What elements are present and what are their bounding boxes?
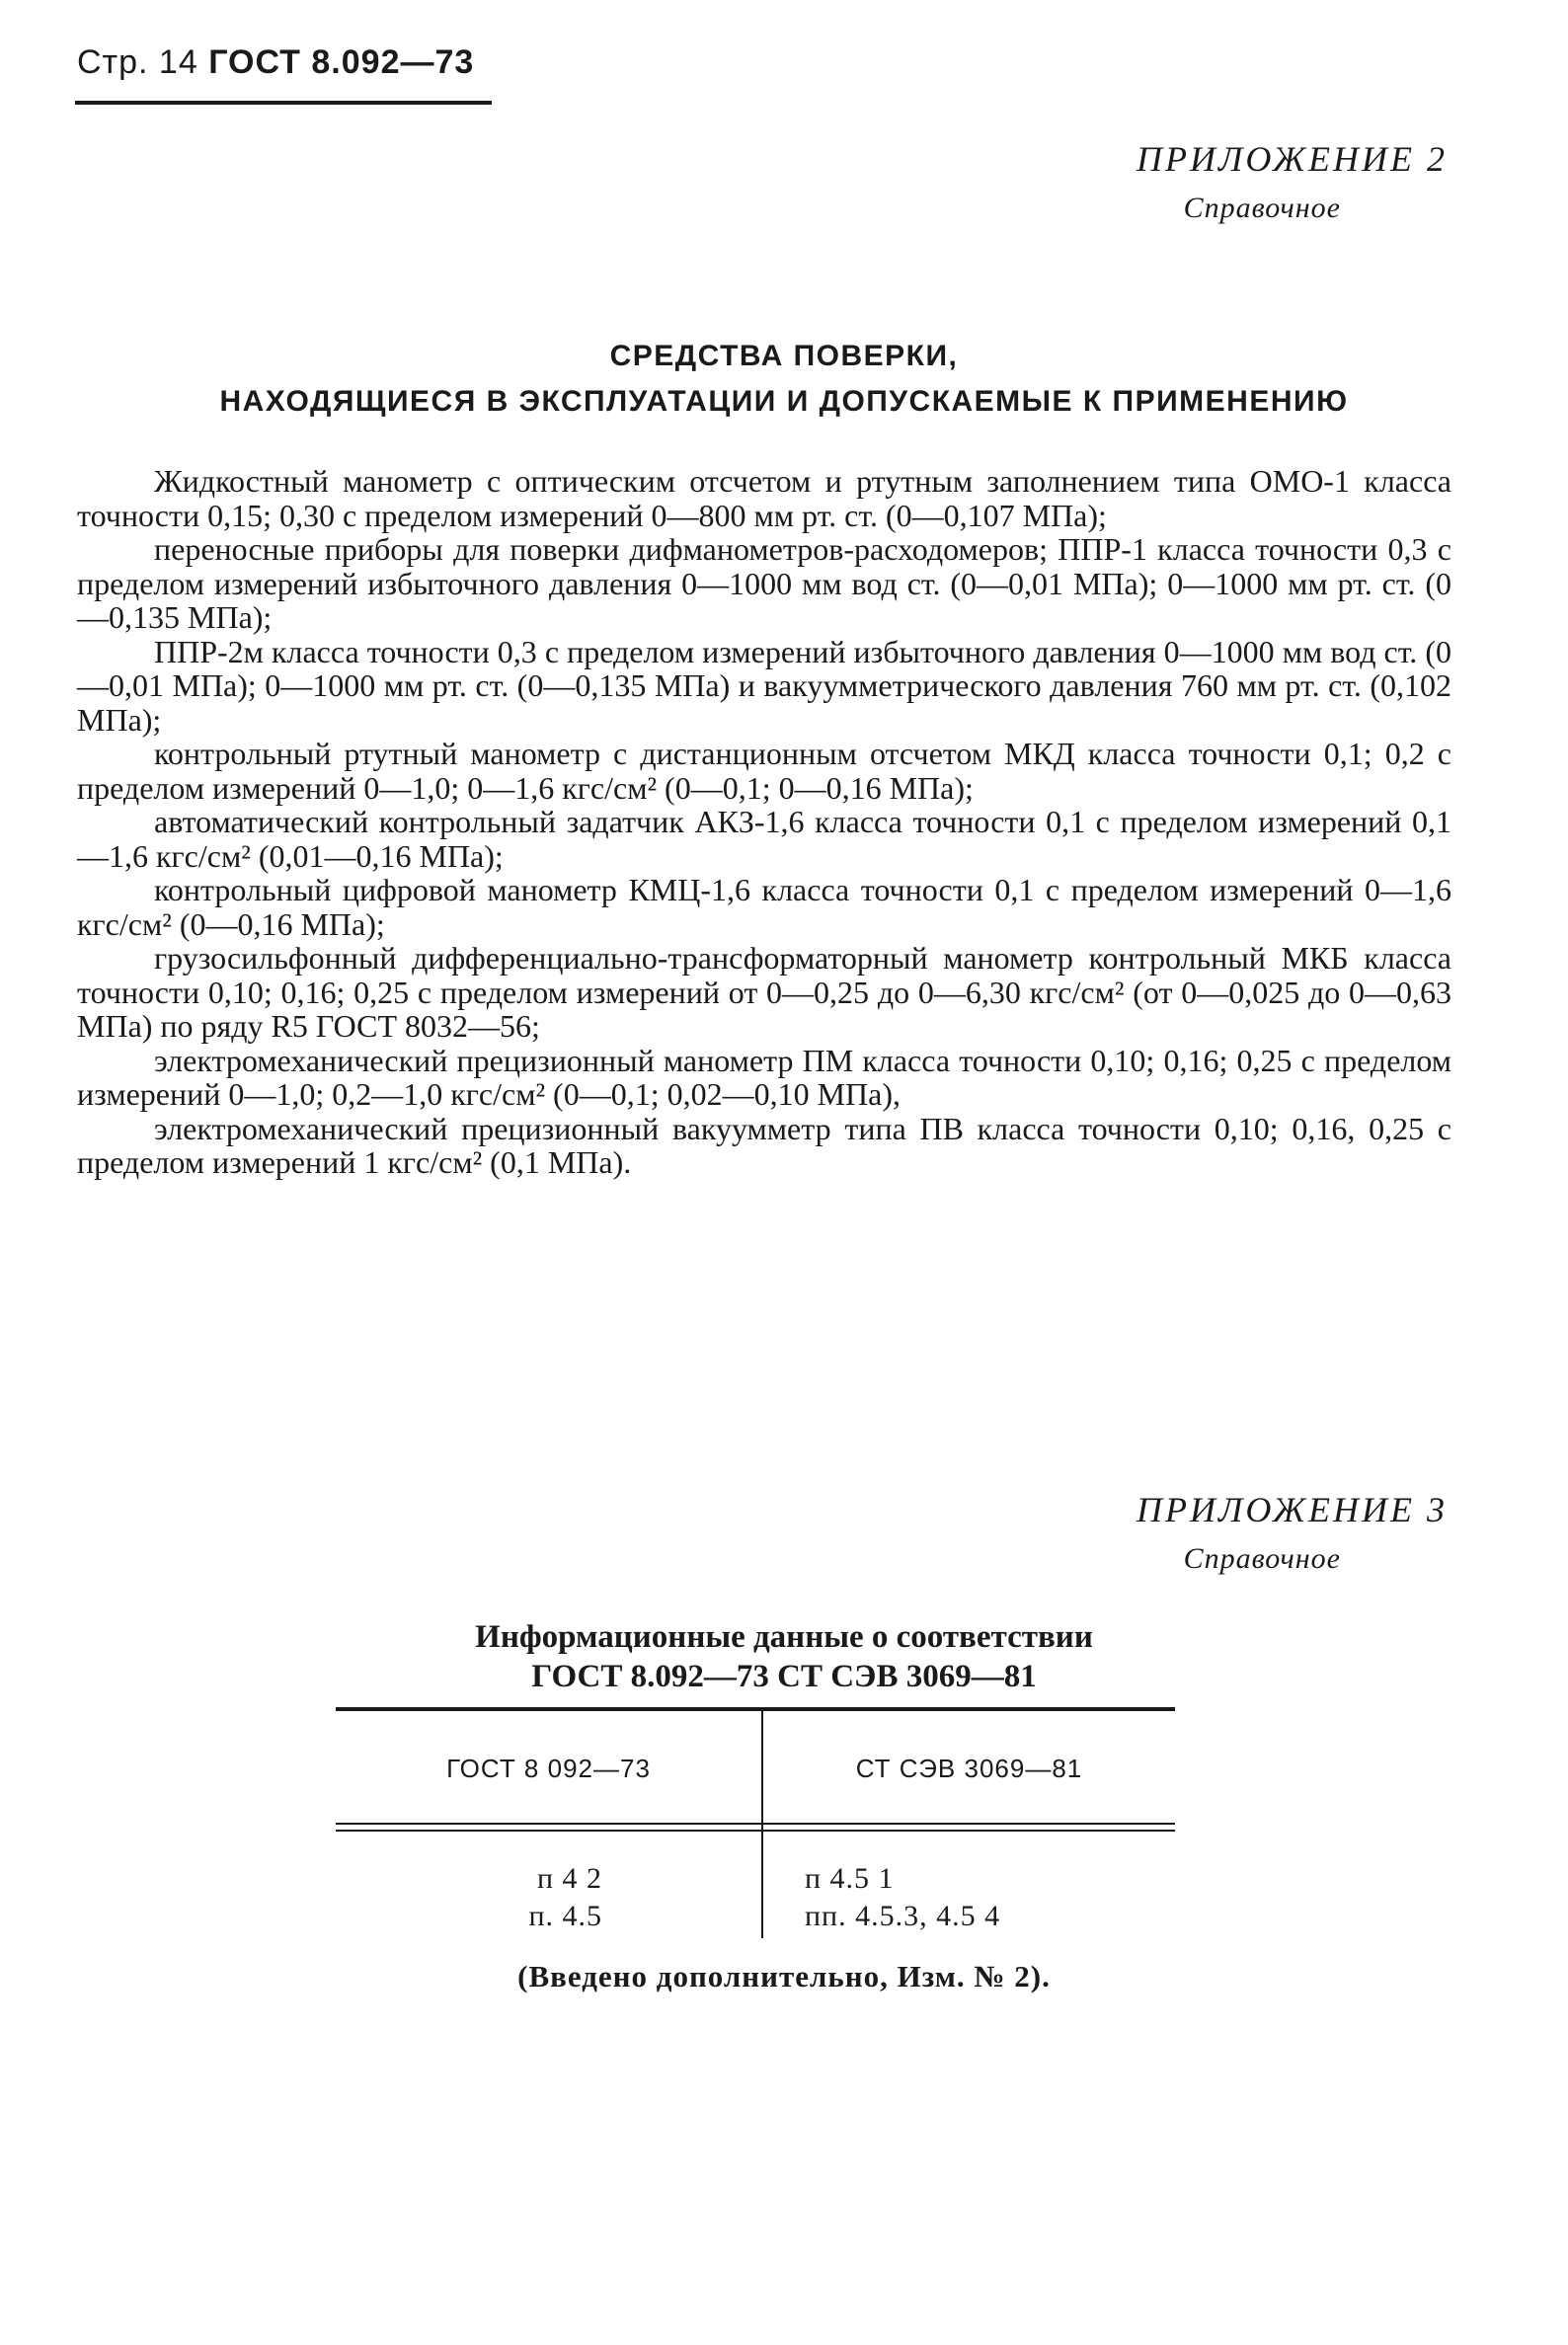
table-header-st-sev: СТ СЭВ 3069—81 (855, 1754, 1083, 1783)
appendix-2-label: ПРИЛОЖЕНИЕ 2 (1137, 139, 1448, 179)
amendment-note: (Введено дополнительно, Изм. № 2). (517, 1959, 1051, 1993)
table-cell-gost: п. 4.5 (528, 1900, 602, 1932)
table-title-line-1: Информационные данные о соответствии (475, 1619, 1093, 1655)
list-item: контрольный цифровой манометр КМЦ-1,6 класса точности 0,1 с пределом измерений 0—1,6 кгс/см² (0—0,16 МПа); (77, 872, 1451, 942)
appendix-2-subtitle: Справочное (1183, 192, 1341, 224)
table-title-line-2: ГОСТ 8.092—73 СТ СЭВ 3069—81 (531, 1659, 1037, 1694)
table-cell-st-sev: пп. 4.5.3, 4.5 4 (805, 1900, 1001, 1932)
table-header-rule-1 (336, 1823, 1175, 1825)
list-item: автоматический контрольный задатчик АКЗ-1,6 класса точности 0,1 с пределом измерений 0,1—1,6 кгс/см² (0,01—0,16 МПа); (77, 804, 1451, 874)
table-cell-st-sev: п 4.5 1 (805, 1862, 895, 1895)
table-title (0, 1617, 1568, 1696)
section-title (0, 334, 1568, 425)
appendix-3-label: ПРИЛОЖЕНИЕ 3 (1137, 1490, 1448, 1529)
table-row (805, 1860, 1160, 1935)
table-cell-gost: п 4 2 (536, 1862, 602, 1895)
table-row (336, 1860, 602, 1935)
appendix-2-heading (855, 138, 1448, 225)
header-rule (75, 101, 492, 105)
table-header-rule-2 (336, 1830, 1175, 1832)
table-column-divider (761, 1711, 763, 1938)
page-number: Стр. 14 (77, 43, 198, 81)
list-item: Жидкостный манометр с оптическим отсчетом и ртутным заполнением типа ОМО-1 класса точности 0,15; 0,30 с пределом измерений 0—800 мм рт. ст. (0—0,107 МПа); (77, 463, 1451, 533)
document-code: ГОСТ 8.092—73 (208, 43, 475, 81)
list-item: электромеханический прецизионный вакуумметр типа ПВ класса точности 0,10; 0,16, 0,25 с пределом измерений 1 кгс/см² (0,1 МПа). (77, 1110, 1451, 1180)
appendix-3-heading (855, 1489, 1448, 1576)
section-title-line-1: СРЕДСТВА ПОВЕРКИ, (609, 340, 959, 372)
page-header (77, 43, 474, 82)
appendix-3-subtitle: Справочное (1183, 1542, 1341, 1575)
list-item: ППР-2м класса точности 0,3 с пределом измерений избыточного давления 0—1000 мм вод ст. (0—0,01 МПа); 0—1000 мм рт. ст. (0—0,135 МПа) и вакуумметрического давления 760 мм рт. ст. (0,102 МПа); (77, 633, 1451, 738)
table-top-rule (336, 1707, 1175, 1711)
list-item: контрольный ртутный манометр с дистанционным отсчетом МКД класса точности 0,1; 0,2 с пределом измерений 0—1,0; 0—1,6 кгс/см² (0—0,1; 0—0,16 МПа); (77, 736, 1451, 806)
list-item: переносные приборы для поверки дифманометров-расходомеров; ППР-1 класса точности 0,3 с пределом измерений избыточного давления 0—1000 мм вод ст. (0—0,01 МПа); 0—1000 мм рт. ст. (0—0,135 МПа); (77, 531, 1451, 635)
section-title-line-2: НАХОДЯЩИЕСЯ В ЭКСПЛУАТАЦИИ И ДОПУСКАЕМЫЕ К ПРИМЕНЕНИЮ (219, 385, 1349, 418)
table-header-gost: ГОСТ 8 092—73 (446, 1754, 651, 1783)
verification-means-list (77, 464, 1451, 1180)
list-item: грузосильфонный дифференциально-трансформаторный манометр контрольный МКБ класса точности 0,10; 0,16; 0,25 с пределом измерений от 0—0,25 до 0—6,30 кгс/см² (от 0—0,025 до 0—0,63 МПа) по ряду R5 ГОСТ 8032—56; (77, 940, 1451, 1044)
list-item: электромеханический прецизионный манометр ПМ класса точности 0,10; 0,16; 0,25 с пределом измерений 0—1,0; 0,2—1,0 кгс/см² (0—0,1; 0,02—0,10 МПа), (77, 1042, 1451, 1112)
